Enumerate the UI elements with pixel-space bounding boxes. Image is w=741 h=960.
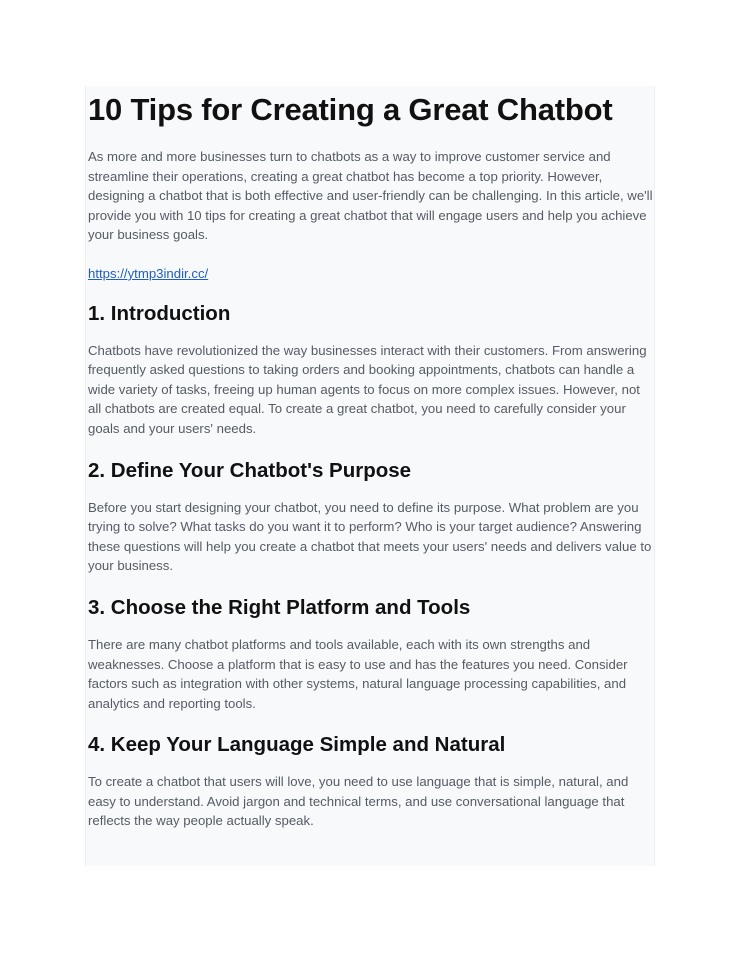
section-body: To create a chatbot that users will love, you need to use language that is simple, natural, and easy to understand. Avoid jargon and technical terms, and use conversational language that reflects the way people actually speak. [88, 774, 629, 829]
section-introduction [88, 301, 654, 439]
section-heading: 3. Choose the Right Platform and Tools [88, 595, 471, 619]
section-body: There are many chatbot platforms and tools available, each with its own strengths and weaknesses. Choose a platform that is easy to use and has the features you need. Consider factors such as integration with other systems, natural language processing capabilities, and analytics and reporting tools. [88, 636, 628, 711]
external-link[interactable]: https://ytmp3indir.cc/ [88, 265, 209, 281]
section-choose-platform [88, 595, 654, 713]
article-title: 10 Tips for Creating a Great Chatbot [88, 92, 613, 127]
article-content [85, 86, 655, 866]
section-define-purpose [88, 458, 654, 576]
section-heading: 1. Introduction [88, 301, 231, 325]
section-heading: 4. Keep Your Language Simple and Natural [88, 733, 506, 757]
link-line [88, 264, 654, 284]
section-body: Chatbots have revolutionized the way businesses interact with their customers. From answering frequently asked questions to taking orders and booking appointments, chatbots can handle a wide variety of tasks, freeing up human agents to focus on more complex issues. However, not all chatbots are created equal. To create a great chatbot, you need to carefully consider your goals and your users' needs. [88, 342, 647, 436]
section-simple-language [88, 732, 654, 831]
section-heading: 2. Define Your Chatbot's Purpose [88, 458, 412, 482]
intro-paragraph: As more and more businesses turn to chatbots as a way to improve customer service and streamline their operations, creating a great chatbot has become a top priority. However, designing a chatbot that is both effective and user-friendly can be challenging. In this article, we'll provide you with 10 tips for creating a great chatbot that will engage users and help you achieve your business goals. [88, 149, 653, 243]
section-body: Before you start designing your chatbot, you need to define its purpose. What problem are you trying to solve? What tasks do you want it to perform? Who is your target audience? Answering these questions will help you create a chatbot that meets your users' needs and delivers value to your business. [88, 499, 652, 574]
